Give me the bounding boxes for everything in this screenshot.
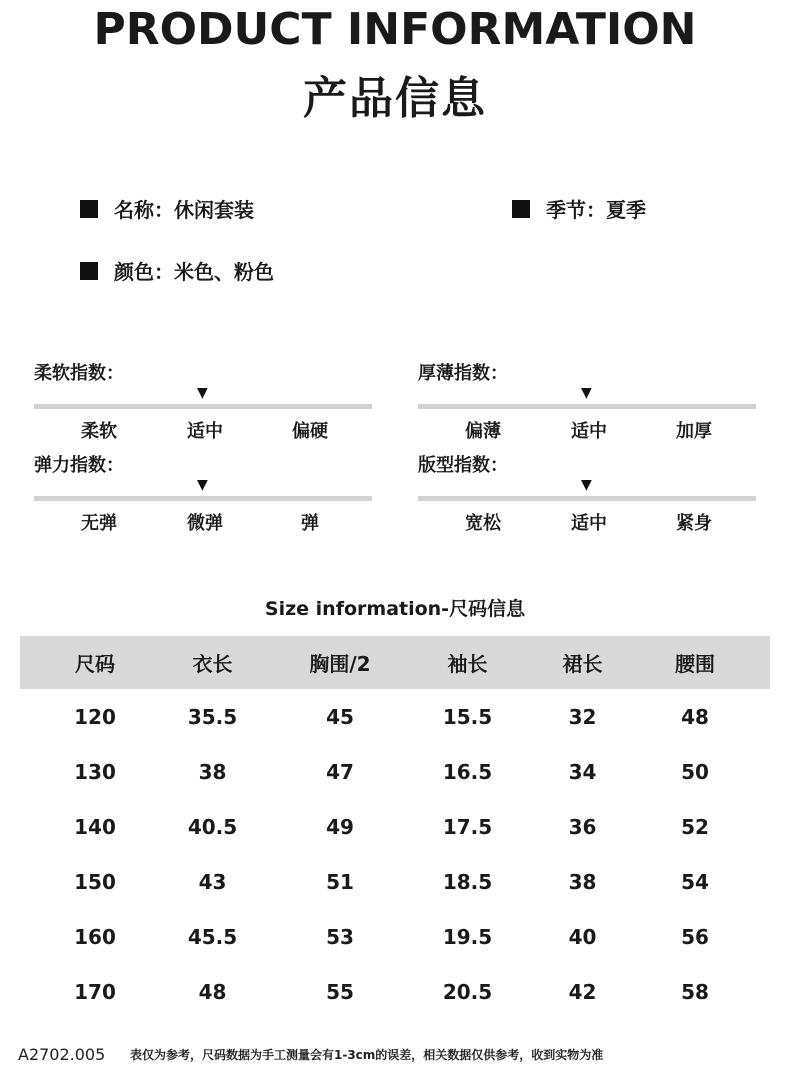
- table-cell: 40: [568, 924, 597, 949]
- table-cell: 53: [326, 924, 354, 949]
- product-code: A2702.005: [18, 1045, 106, 1064]
- index-elasticity: [34, 451, 374, 541]
- table-cell: 43: [198, 869, 227, 894]
- bullet-square-icon: [80, 200, 98, 218]
- table-cell: 120: [74, 704, 116, 729]
- index-level: 适中: [187, 421, 223, 442]
- index-scale-bar: [418, 496, 756, 501]
- index-level: 柔软: [81, 421, 117, 442]
- index-level: 紧身: [676, 513, 712, 534]
- table-cell: 160: [74, 924, 116, 949]
- index-title: 厚薄指数：: [418, 363, 508, 384]
- table-cell: 32: [568, 704, 597, 729]
- table-row: [20, 689, 770, 744]
- table-cell: 20.5: [442, 979, 493, 1004]
- table-row: [20, 799, 770, 854]
- table-cell: 49: [326, 814, 354, 839]
- page-title-en: PRODUCT INFORMATION: [93, 4, 697, 55]
- table-header-cell: 裙长: [562, 652, 603, 676]
- table-header-cell: 腰围: [675, 652, 715, 676]
- info-season-text: 季节：夏季: [546, 198, 646, 222]
- table-header-cell: 衣长: [192, 652, 233, 676]
- index-fit: [418, 451, 758, 541]
- table-cell: 56: [681, 924, 709, 949]
- table-cell: 52: [681, 814, 709, 839]
- index-level: 宽松: [465, 513, 501, 534]
- table-cell: 17.5: [442, 814, 493, 839]
- index-title: 版型指数：: [418, 455, 508, 476]
- size-table: [20, 636, 770, 1019]
- table-cell: 50: [681, 759, 709, 784]
- table-cell: 47: [326, 759, 354, 784]
- index-scale-bar: [34, 404, 372, 409]
- info-name-text: 名称：休闲套装: [114, 198, 254, 222]
- table-cell: 18.5: [442, 869, 493, 894]
- indicator-arrow-icon: ▼: [581, 477, 592, 493]
- table-header-cell: 胸围/2: [309, 652, 371, 676]
- table-cell: 16.5: [442, 759, 493, 784]
- index-scale-bar: [34, 496, 372, 501]
- table-cell: 55: [326, 979, 354, 1004]
- index-thickness: [418, 359, 758, 449]
- index-level: 微弹: [187, 513, 223, 534]
- index-title: 弹力指数：: [34, 455, 124, 476]
- bullet-square-icon: [512, 200, 530, 218]
- table-cell: 58: [681, 979, 709, 1004]
- info-name: [80, 194, 254, 223]
- index-scale-bar: [418, 404, 756, 409]
- table-cell: 170: [74, 979, 116, 1004]
- indicator-arrow-icon: ▼: [197, 477, 208, 493]
- table-cell: 140: [74, 814, 116, 839]
- page-title-cn: 产品信息: [303, 73, 487, 124]
- table-cell: 48: [681, 704, 709, 729]
- table-cell: 42: [568, 979, 597, 1004]
- info-color-text: 颜色：米色、粉色: [114, 260, 274, 284]
- table-cell: 15.5: [442, 704, 493, 729]
- table-cell: 36: [568, 814, 597, 839]
- table-header-cell: 袖长: [447, 652, 488, 676]
- index-level: 偏薄: [465, 421, 501, 442]
- table-cell: 19.5: [442, 924, 493, 949]
- index-title: 柔软指数：: [34, 363, 124, 384]
- table-row: [20, 744, 770, 799]
- table-cell: 51: [326, 869, 354, 894]
- bullet-square-icon: [80, 262, 98, 280]
- table-cell: 38: [198, 759, 227, 784]
- index-level: 弹: [301, 513, 319, 534]
- table-cell: 48: [198, 979, 227, 1004]
- table-cell: 38: [568, 869, 597, 894]
- table-cell: 35.5: [187, 704, 238, 729]
- table-cell: 150: [74, 869, 116, 894]
- table-header-row: [20, 636, 770, 689]
- index-level: 适中: [571, 421, 607, 442]
- table-cell: 45.5: [187, 924, 238, 949]
- index-level: 无弹: [81, 513, 117, 534]
- table-cell: 130: [74, 759, 116, 784]
- indicator-arrow-icon: ▼: [581, 385, 592, 401]
- table-cell: 34: [568, 759, 597, 784]
- index-level: 适中: [571, 513, 607, 534]
- table-row: [20, 964, 770, 1019]
- table-cell: 45: [326, 704, 354, 729]
- table-row: [20, 854, 770, 909]
- table-row: [20, 909, 770, 964]
- table-cell: 54: [681, 869, 709, 894]
- index-level: 加厚: [676, 421, 712, 442]
- info-color: [80, 256, 274, 285]
- size-section-title: Size information-尺码信息: [264, 598, 526, 620]
- index-level: 偏硬: [292, 421, 328, 442]
- disclaimer-note: 表仅为参考，尺码数据为手工测量会有1-3cm的误差，相关数据仅供参考，收到实物为准: [130, 1048, 604, 1062]
- table-header-cell: 尺码: [75, 652, 115, 676]
- index-softness: [34, 359, 374, 449]
- info-season: [512, 194, 646, 223]
- table-cell: 40.5: [187, 814, 238, 839]
- indicator-arrow-icon: ▼: [197, 385, 208, 401]
